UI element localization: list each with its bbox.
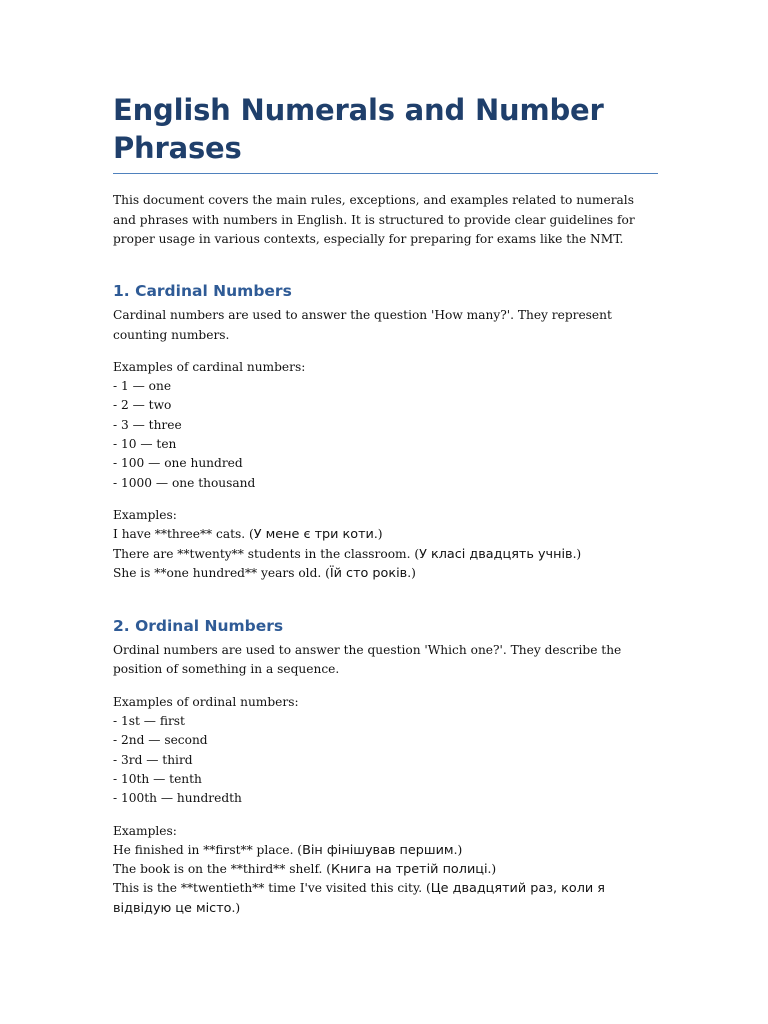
sentence-end: .) (572, 546, 582, 561)
sentence-ukrainian: Він фінішував першим (302, 842, 454, 858)
cardinal-description: Cardinal numbers are used to answer the question 'How many?'. They represent counting numbers. (113, 308, 612, 342)
cardinal-examples-list (113, 358, 658, 493)
example-sentence (113, 525, 658, 544)
example-sentence (113, 841, 658, 860)
list-item: - 1000 — one thousand (113, 475, 256, 490)
sentence-english: There are **twenty** students in the classroom. ( (113, 546, 420, 561)
list-item: - 3 — three (113, 417, 182, 432)
sentence-english: I have **three** cats. ( (113, 527, 254, 542)
cardinal-examples-heading: Examples: (113, 507, 177, 522)
ordinal-examples-label: Examples of ordinal numbers: (113, 694, 299, 709)
intro-paragraph: This document covers the main rules, exceptions, and examples related to numerals and phrases with numbers in English. It is structured to provide clear guidelines for proper usage in various contexts, especially for preparing for exams like the NMT. (113, 193, 635, 246)
list-item: - 1st — first (113, 714, 185, 729)
ordinal-examples-list (113, 693, 658, 809)
sentence-ukrainian: Їй сто років (329, 565, 408, 581)
sentence-end: .) (373, 527, 383, 542)
sentence-english: This is the **twentieth** time I've visited this city. ( (113, 881, 431, 896)
section-heading-cardinal: 1. Cardinal Numbers (113, 282, 292, 301)
cardinal-sentences (113, 506, 658, 583)
sentence-ukrainian: Це двадцятий раз, коли я відвідую це місто (113, 881, 605, 916)
sentence-ukrainian: У мене є три коти (253, 527, 374, 543)
list-item: - 100th — hundredth (113, 791, 242, 806)
example-sentence (113, 879, 658, 918)
section-heading-ordinal: 2. Ordinal Numbers (113, 617, 284, 636)
sentence-english: The book is on the **third** shelf. ( (113, 862, 332, 877)
ordinal-examples-heading: Examples: (113, 823, 177, 838)
sentence-end: .) (407, 565, 416, 580)
ordinal-description: Ordinal numbers are used to answer the question 'Which one?'. They describe the position of something in a sequence. (113, 643, 622, 677)
list-item: - 100 — one hundred (113, 456, 243, 471)
example-sentence (113, 860, 658, 879)
list-item: - 1 — one (113, 379, 172, 394)
example-sentence (113, 564, 658, 583)
list-item: - 10 — ten (113, 437, 177, 452)
sentence-english: She is **one hundred** years old. ( (113, 565, 330, 580)
list-item: - 3rd — third (113, 752, 193, 767)
cardinal-examples-label: Examples of cardinal numbers: (113, 359, 306, 374)
sentence-end: .) (453, 842, 463, 857)
list-item: - 2nd — second (113, 733, 208, 748)
page-title: English Numerals and Number Phrases (113, 92, 658, 174)
document-content (113, 92, 658, 918)
list-item: - 2 — two (113, 398, 172, 413)
sentence-end: .) (487, 862, 497, 877)
sentence-ukrainian: Книга на третій полиці (331, 862, 488, 878)
sentence-english: He finished in **first** place. ( (113, 842, 303, 857)
ordinal-sentences (113, 822, 658, 918)
example-sentence (113, 545, 658, 564)
sentence-ukrainian: У класі двадцять учнів (419, 546, 573, 562)
list-item: - 10th — tenth (113, 771, 202, 786)
sentence-end: .) (231, 900, 241, 915)
